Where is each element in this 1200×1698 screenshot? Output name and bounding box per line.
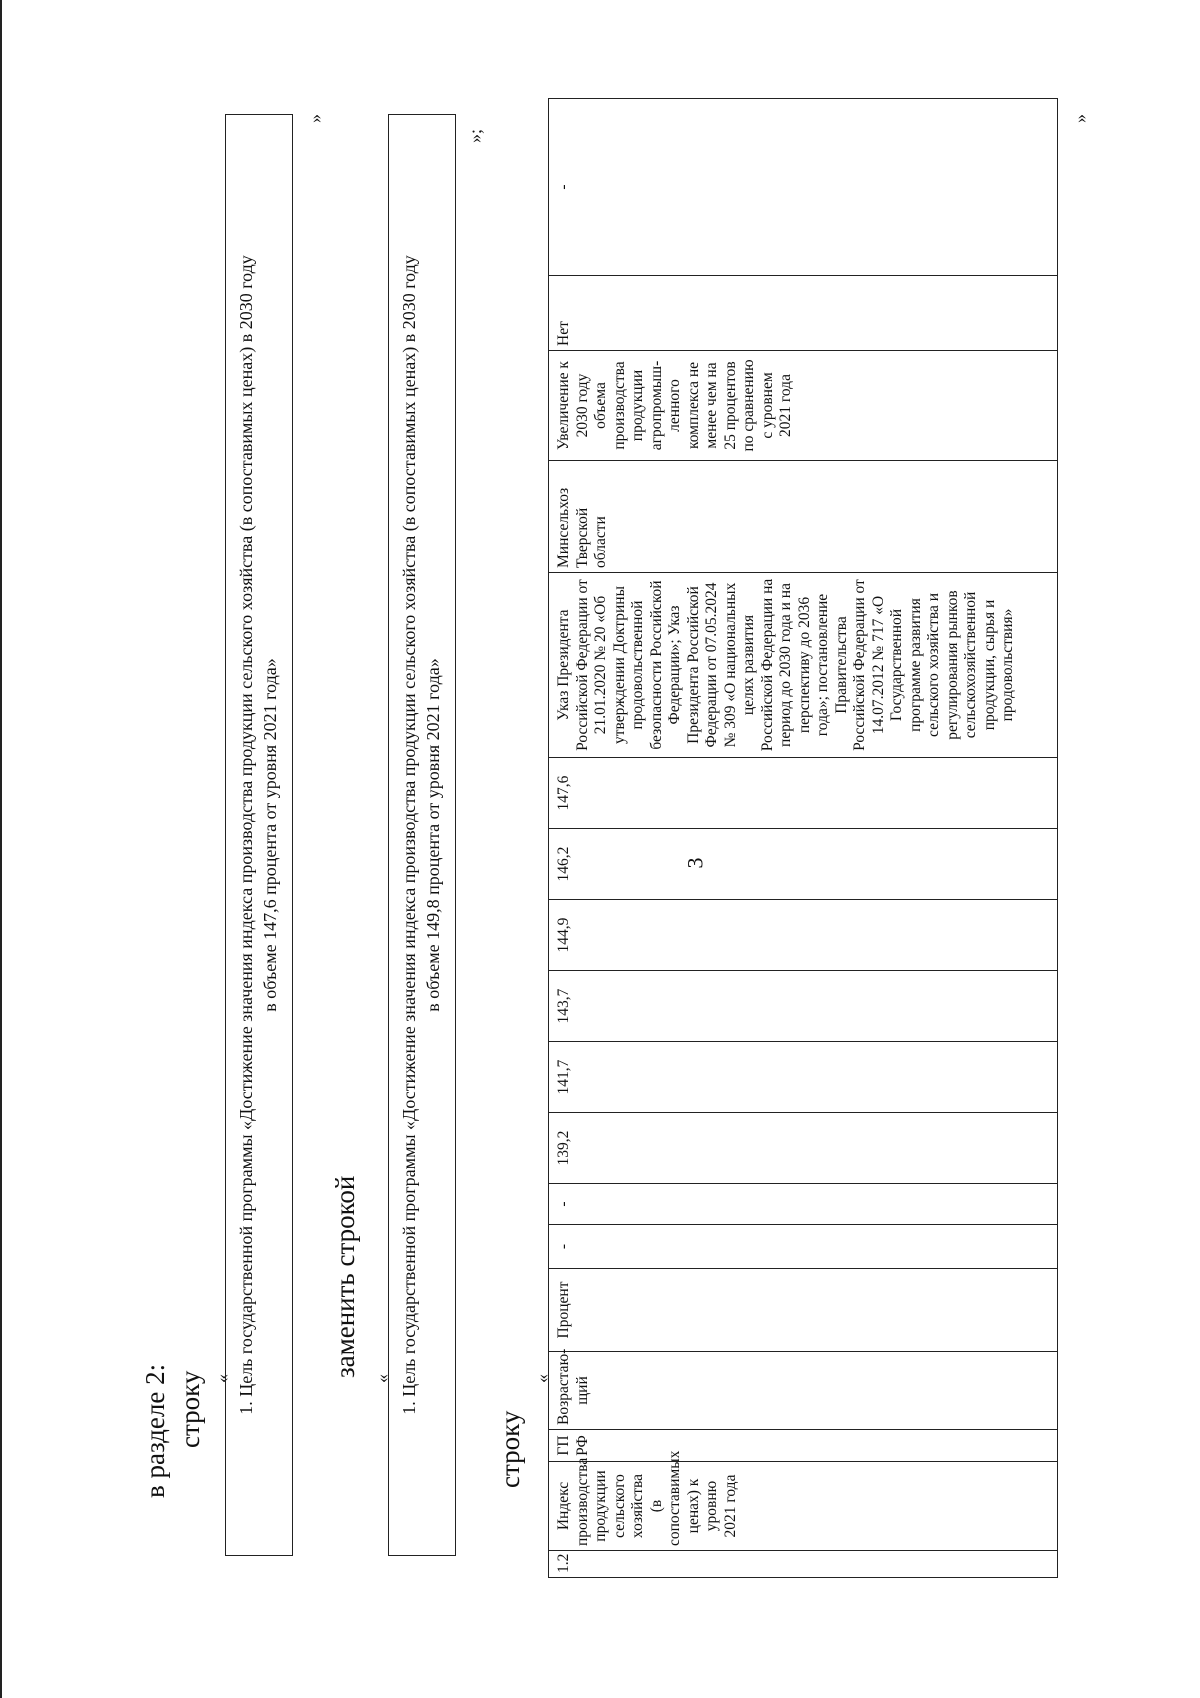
cell-row-number: 1.2 xyxy=(549,1551,1058,1578)
cell-value-2030: 147,6 xyxy=(549,758,1058,829)
cell-link-national-goal: Увеличение к 2030 году объема производства продукции агропромыш-ленного комплекса не менее чем на 25 процентов по сравнению с уровнем 2021 года xyxy=(549,351,1058,461)
close-quote-2: »; xyxy=(465,128,485,143)
indicator-table xyxy=(548,98,1058,1578)
open-quote-2: « xyxy=(372,1374,392,1383)
open-quote-1: « xyxy=(212,1374,232,1383)
cell-documents: Указ Президента Российской Федерации от 21.01.2020 № 20 «Об утверждении Доктрины продовольственной безопасности Российской Федерации»; Указ Президента Российской Федерации от 07.05.2024 № 309 «О национальных целях развития Российской Федерации на период до 2030 года и на перспективу до 2036 года»; постановление Правительства Российской Федерации от 14.07.2012 № 717 «О Государственной программе развития сельского хозяйства и регулирования рынков сельскохозяйственной продукции, сырья и продовольствия» xyxy=(549,573,1058,758)
cell-base-year: - xyxy=(549,1184,1058,1225)
goal-box-old xyxy=(225,114,293,1556)
cell-unit: Процент xyxy=(549,1269,1058,1352)
goal-text-new-line2: в объеме 149,8 процента от уровня 2021 года» xyxy=(423,658,443,1012)
cell-level: ГП РФ xyxy=(549,1430,1058,1462)
cell-value-2026: 141,7 xyxy=(549,1042,1058,1113)
cell-value-2028: 144,9 xyxy=(549,900,1058,971)
cell-value-2027: 143,7 xyxy=(549,971,1058,1042)
page-number: 3 xyxy=(682,857,708,869)
cell-value-2029: 146,2 xyxy=(549,829,1058,900)
cell-responsible: Минсельхоз Тверской области xyxy=(549,461,1058,573)
goal-text-old-line2: в объеме 147,6 процента от уровня 2021 года» xyxy=(260,658,280,1012)
goal-text-new-line1: 1. Цель государственной программы «Достижение значения индекса производства продукции сельского хозяйства (в сопоставимых ценах) в 2030 году xyxy=(399,255,419,1415)
goal-text-old-line1: 1. Цель государственной программы «Достижение значения индекса производства продукции сельского хозяйства (в сопоставимых ценах) в 2030 году xyxy=(236,255,256,1415)
goal-box-new xyxy=(388,114,456,1556)
open-quote-3: « xyxy=(532,1374,552,1383)
cell-base-value: - xyxy=(549,1225,1058,1269)
cell-gis-flag: Нет xyxy=(549,276,1058,351)
stroku-label-2: строку xyxy=(495,1410,525,1488)
section-heading: в разделе 2: xyxy=(140,1363,170,1498)
cell-indicator-name: Индекс производства продукции сельского хозяйства (в сопоставимых ценах) к уровню 2021 года xyxy=(549,1462,1058,1551)
cell-trend: Возрастаю-щий xyxy=(549,1352,1058,1430)
replace-heading: заменить строкой xyxy=(330,1175,360,1378)
close-quote-1: » xyxy=(305,114,325,123)
cell-note: - xyxy=(549,99,1058,276)
stroku-label-1: строку xyxy=(175,1370,205,1448)
close-quote-3: » xyxy=(1070,114,1090,123)
cell-value-2025: 139,2 xyxy=(549,1113,1058,1184)
